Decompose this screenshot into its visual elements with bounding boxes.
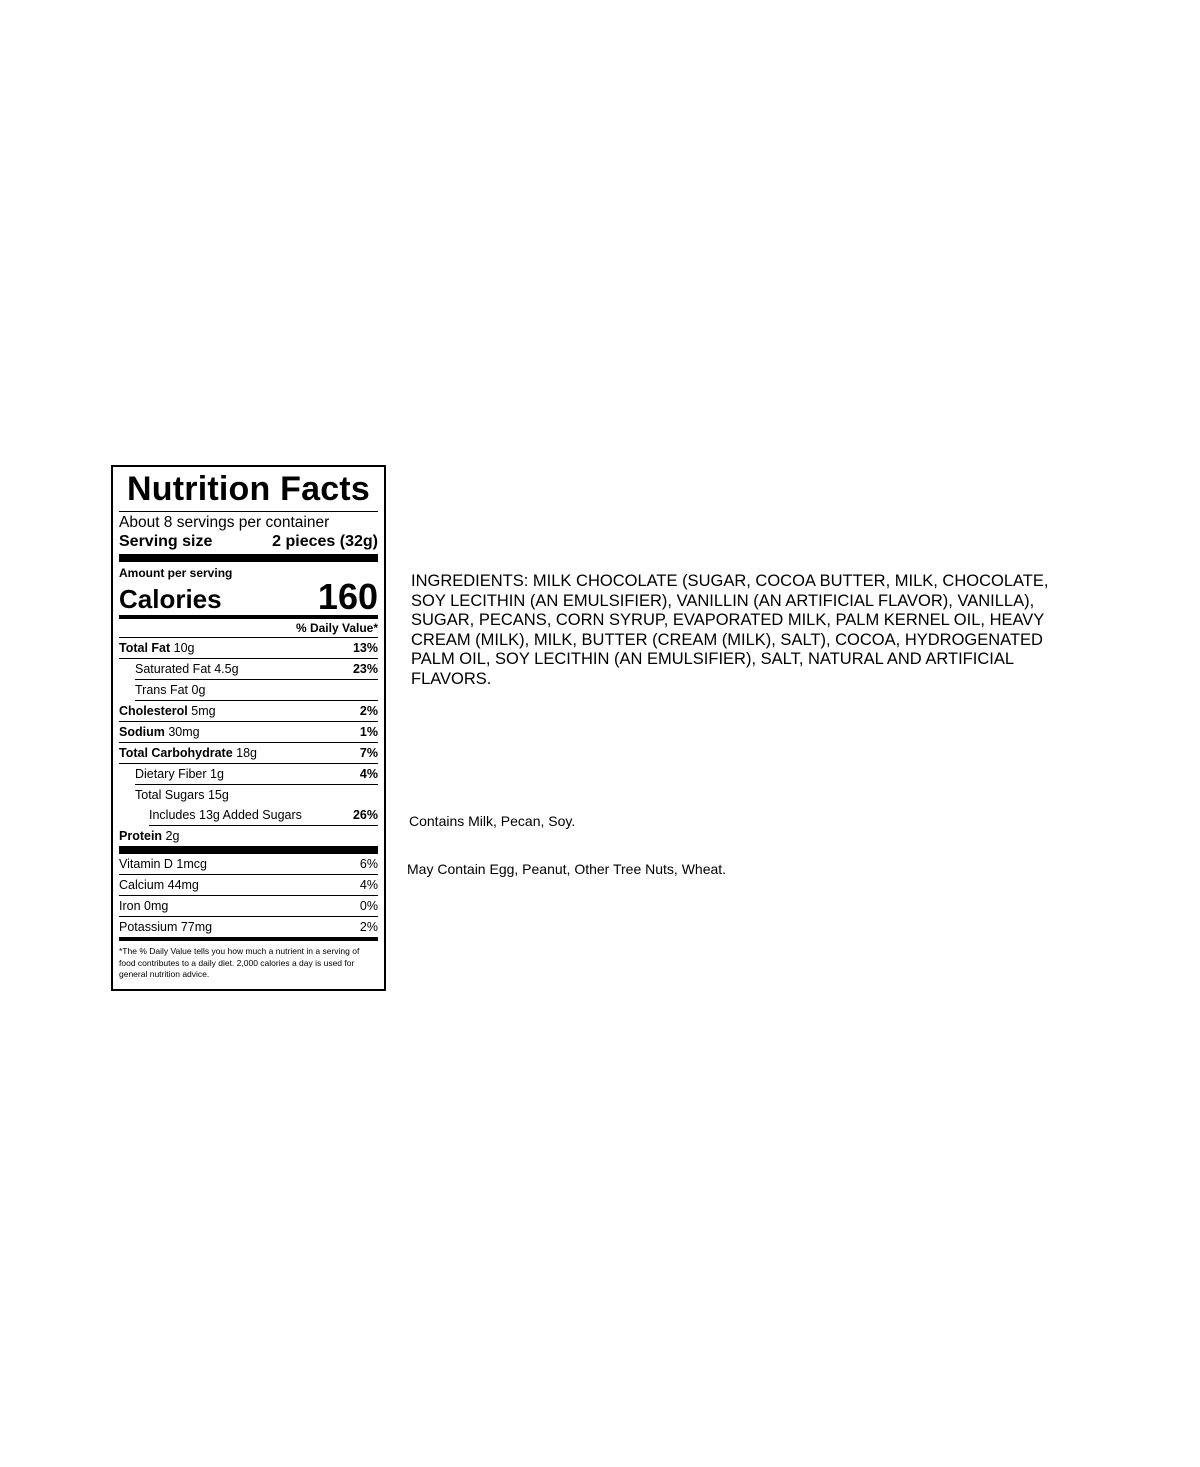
serving-size-value: 2 pieces (32g) bbox=[272, 533, 378, 550]
vitamin-dv: 6% bbox=[359, 857, 378, 871]
vitamin-row-vitamin-d bbox=[119, 854, 378, 875]
ingredients-text: INGREDIENTS: MILK CHOCOLATE (SUGAR, COCOA BUTTER, MILK, CHOCOLATE, SOY LECITHIN (AN EMULSIFIER), VANILLIN (AN ARTIFICIAL FLAVOR), VANILLA), SUGAR, PECANS, CORN SYRUP, EVAPORATED MILK, PALM KERNEL OIL, HEAVY CREAM (MILK), MILK, BUTTER (CREAM (MILK), SALT), COCOA, HYDROGENATED PALM OIL, SOY LECITHIN (AN EMULSIFIER), SALT, NATURAL AND ARTIFICIAL FLAVORS. bbox=[411, 572, 1049, 688]
nutrient-name: Cholesterol bbox=[119, 704, 188, 718]
nutrient-name: Protein bbox=[119, 829, 163, 843]
nutrient-name: Total Carbohydrate bbox=[119, 746, 233, 760]
nutrient-dv: 23% bbox=[352, 662, 378, 676]
nutrient-amount: 5mg bbox=[191, 704, 216, 718]
serving-size-label: Serving size bbox=[119, 533, 213, 550]
vitamin-name: Vitamin D 1mcg bbox=[119, 857, 207, 871]
nutrient-dv: 13% bbox=[352, 641, 378, 655]
daily-value-footnote: *The % Daily Value tells you how much a nutrient in a serving of food contributes to a daily diet. 2,000 calories a day is used for general nutrition advice. bbox=[119, 946, 360, 979]
servings-per-container: About 8 servings per container bbox=[119, 514, 330, 531]
calories-row bbox=[119, 576, 378, 619]
nutrient-amount: 0g bbox=[191, 683, 206, 697]
vitamin-name: Calcium 44mg bbox=[119, 878, 199, 892]
vitamin-dv: 0% bbox=[359, 899, 378, 913]
nutrient-amount: 15g bbox=[207, 788, 229, 802]
vitamin-dv: 2% bbox=[359, 920, 378, 934]
daily-value-header: % Daily Value* bbox=[119, 619, 378, 638]
nutrient-row-protein bbox=[119, 826, 378, 854]
allergen-contains-text: Contains Milk, Pecan, Soy. bbox=[409, 813, 576, 829]
nutrient-amount: 4.5g bbox=[214, 662, 239, 676]
nutrient-amount: 10g bbox=[173, 641, 195, 655]
vitamin-name: Potassium 77mg bbox=[119, 920, 213, 934]
nutrient-dv: 2% bbox=[359, 704, 378, 718]
vitamin-row-potassium bbox=[119, 917, 378, 941]
vitamin-dv: 4% bbox=[359, 878, 378, 892]
nutrient-row-sodium bbox=[119, 722, 378, 743]
vitamin-name: Iron 0mg bbox=[119, 899, 169, 913]
nutrient-dv: 4% bbox=[359, 767, 378, 781]
calories-value: 160 bbox=[317, 576, 378, 617]
nutrient-amount: 18g bbox=[236, 746, 258, 760]
vitamin-row-iron bbox=[119, 896, 378, 917]
vitamin-row-calcium bbox=[119, 875, 378, 896]
nutrient-dv: 7% bbox=[359, 746, 378, 760]
nutrient-row-saturated-fat bbox=[135, 659, 378, 680]
nutrient-row-total-sugars bbox=[135, 785, 378, 805]
nutrition-facts-title: Nutrition Facts bbox=[119, 470, 378, 512]
nutrient-row-added-sugars bbox=[149, 805, 378, 826]
nutrition-facts-panel bbox=[111, 465, 386, 991]
nutrient-row-cholesterol bbox=[119, 701, 378, 722]
nutrient-amount: 2g bbox=[165, 829, 180, 843]
nutrient-row-trans-fat bbox=[135, 680, 378, 701]
nutrient-name: Includes 13g Added Sugars bbox=[149, 808, 302, 822]
serving-size-row bbox=[119, 532, 378, 562]
nutrient-row-total-fat bbox=[119, 638, 378, 659]
nutrient-name: Dietary Fiber bbox=[135, 767, 207, 781]
nutrient-name: Sodium bbox=[119, 725, 165, 739]
nutrient-amount: 30mg bbox=[168, 725, 200, 739]
amount-per-serving: Amount per serving bbox=[119, 566, 233, 580]
nutrient-dv: 1% bbox=[359, 725, 378, 739]
nutrient-row-total-carbohydrate bbox=[119, 743, 378, 764]
calories-label: Calories bbox=[119, 584, 222, 614]
nutrient-row-dietary-fiber bbox=[135, 764, 378, 785]
nutrient-name: Total Sugars bbox=[135, 788, 205, 802]
nutrient-name: Total Fat bbox=[119, 641, 171, 655]
nutrient-dv: 26% bbox=[352, 808, 378, 822]
allergen-may-contain-text: May Contain Egg, Peanut, Other Tree Nuts, Wheat. bbox=[407, 861, 727, 877]
nutrient-name: Trans Fat bbox=[135, 683, 189, 697]
nutrient-name: Saturated Fat bbox=[135, 662, 211, 676]
nutrient-amount: 1g bbox=[210, 767, 224, 781]
